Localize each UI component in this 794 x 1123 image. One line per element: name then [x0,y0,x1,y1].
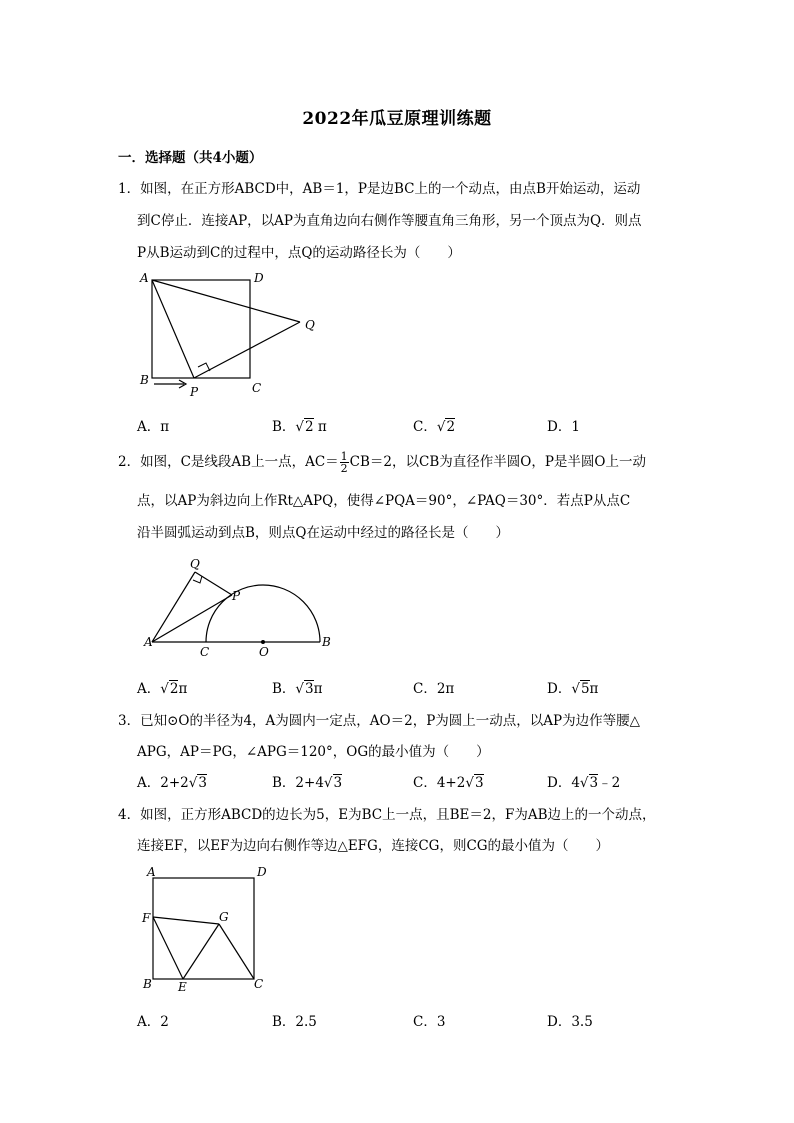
q2-label-b: B [322,635,331,649]
q1-option-c: C．√2 [413,419,456,435]
q4-figure [140,864,276,994]
q1-figure [134,266,334,402]
q4-label-f: F [142,911,151,925]
q4-line-1: 4．如图，正方形ABCD的边长为5，E为BC上一点，且BE＝2，F为AB边上的一个动点， [118,807,656,823]
q2-option-b: B．√3π [272,681,323,697]
q2-line-3: 沿半圆弧运动到点B，则点Q在运动中经过的路径长是（ ） [137,525,509,541]
q1-label-b: B [140,373,149,387]
q4-label-c: C [254,977,264,991]
q1-option-b: B．√2 π [272,419,327,435]
q4-label-a: A [147,865,156,879]
q2-line-2: 点，以AP为斜边向上作Rt△APQ，使得∠PQA＝90°，∠PAQ＝30°．若点P从点C [137,493,631,509]
q1-option-d: D．1 [547,419,580,435]
q1-line-1: 1．如图，在正方形ABCD中，AB＝1，P是边BC上的一个动点，由点B开始运动，运动 [118,181,641,197]
q2-line-1: 2．如图，C是线段AB上一点，AC＝ $\frac{1}{2}$ CB＝2，以CB为直径作半圆O，P是半圆O上一动 [118,450,646,475]
q1-label-c: C [252,381,262,395]
q4-label-b: B [143,977,152,991]
q4-line-2: 连接EF，以EF为边向右侧作等边△EFG，连接CG，则CG的最小值为（ ） [137,838,610,854]
q1-option-a: A．π [137,419,170,435]
q1-label-a: A [140,271,149,285]
page-title: 2022年瓜豆原理训练题 [302,109,492,129]
q4-option-a: A．2 [137,1014,169,1030]
q2-label-p: P [232,589,241,603]
q1-line-2: 到C停止．连接AP，以AP为直角边向右侧作等腰直角三角形，另一个顶点为Q．则点 [137,213,642,229]
q3-option-b: B．2+4√3 [272,775,343,791]
q4-option-b: B．2.5 [272,1014,317,1030]
q4-option-c: C．3 [413,1014,446,1030]
q1-label-d: D [254,271,264,285]
q4-label-d: D [257,865,267,879]
q2-option-d: D．√5π [547,681,599,697]
q2-label-q: Q [190,557,200,571]
q4-option-d: D．3.5 [547,1014,593,1030]
q2-fraction: $\frac{1}{2}$ [340,450,348,475]
q4-label-e: E [178,980,187,994]
q1-label-q: Q [305,318,315,332]
q2-option-a: A．√2π [137,681,188,697]
section-heading: 一．选择题（共4小题） [118,150,263,166]
q2-label-c: C [200,645,210,659]
q1-line-3: P从B运动到C的过程中，点Q的运动路径长为（ ） [137,245,461,261]
q3-line-2: APG，AP＝PG，∠APG＝120°，OG的最小值为（ ） [137,744,490,760]
q4-label-g: G [219,910,229,924]
q3-option-c: C．4+2√3 [413,775,484,791]
q2-figure [140,552,340,660]
q3-option-a: A．2+2√3 [137,775,207,791]
q2-option-c: C．2π [413,681,455,697]
q2-label-a: A [144,635,153,649]
q2-label-o: O [259,645,269,659]
q3-option-d: D．4√3﹣2 [547,775,621,791]
q3-line-1: 3．已知⊙O的半径为4，A为圆内一定点，AO＝2，P为圆上一动点，以AP为边作等腰△ [118,713,641,729]
q1-label-p: P [190,385,199,399]
